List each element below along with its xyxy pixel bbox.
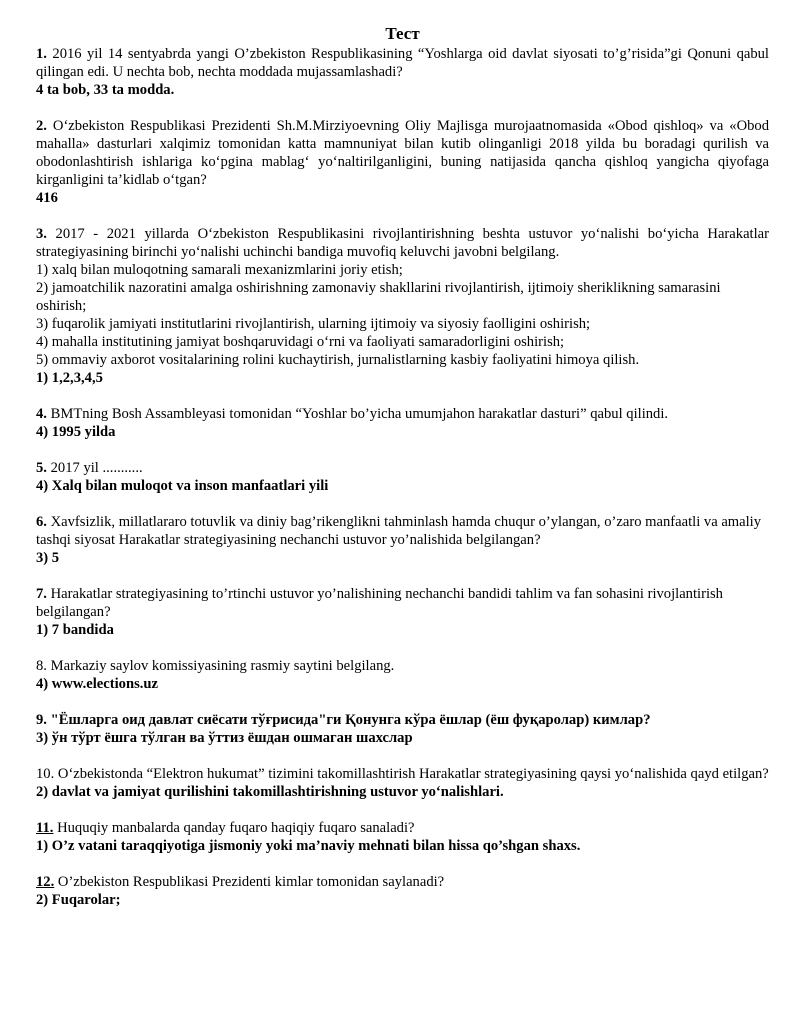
document-title: Тест bbox=[385, 24, 420, 43]
answer: 3) 5 bbox=[36, 550, 60, 566]
question-5 bbox=[36, 459, 769, 495]
question-11 bbox=[36, 819, 769, 855]
question-body: O’zbekiston Respublikasi Prezidenti kimlar tomonidan saylanadi? bbox=[57, 874, 445, 890]
answer: 1) 1,2,3,4,5 bbox=[36, 370, 103, 386]
question-body: O‘zbekiston Respublikasi Prezidenti Sh.M.Mirziyoevning Oliy Majlisga murojaatnomasida «Obod qishloq» va «Obod mahalla» dasturlari xalqimiz tomonidan katta mamnuniyat bilan kutib olinganligi 2018 yilda bu boradagi qurilish va obodonlashtirish ishlariga ko‘pgina mablag‘ yo‘naltirilganligini, buning natijasida qancha qishloq yangicha qiyofaga kirganligini ta’kidlab o‘tgan? bbox=[36, 118, 769, 188]
answer: 4) Xalq bilan muloqot va inson manfaatlari yili bbox=[36, 478, 329, 494]
answer: 3) ўн тўрт ёшга тўлган ва ўттиз ёшдан ошмаган шахслар bbox=[36, 730, 413, 746]
question-body: O‘zbekistonda “Elektron hukumat” tizimini takomillashtirish Harakatlar strategiyasining qaysi yo‘nalishida qayd etilgan? bbox=[57, 766, 769, 782]
option-2: 2) jamoatchilik nazoratini amalga oshirishning zamonaviy shakllarini rivojlantirish, ijtimoiy sheriklikning samarasini oshirish; bbox=[36, 280, 721, 314]
question-7 bbox=[36, 585, 769, 639]
question-12 bbox=[36, 873, 769, 909]
question-text bbox=[36, 819, 769, 837]
question-body: 2017 - 2021 yillarda O‘zbekiston Respublikasini rivojlantirishning beshta ustuvor yo‘nalishi bo‘yicha Harakatlar strategiyasining birinchi yo‘nalishi uchinchi bandiga muvofiq keluvchi javobni belgilang. bbox=[36, 226, 769, 260]
answer: 4 ta bob, 33 ta modda. bbox=[36, 82, 175, 98]
option-1: 1) xalq bilan muloqotning samarali mexanizmlarini joriy etish; bbox=[36, 262, 403, 278]
option-4: 4) mahalla institutining jamiyat boshqaruvidagi o‘rni va faoliyati samaradorligini oshirish; bbox=[36, 334, 565, 350]
answer: 4) www.elections.uz bbox=[36, 676, 159, 692]
question-8 bbox=[36, 657, 769, 693]
question-number: 1. bbox=[36, 46, 47, 62]
question-4 bbox=[36, 405, 769, 441]
question-text bbox=[36, 45, 769, 81]
question-body: Huquqiy manbalarda qanday fuqaro haqiqiy fuqaro sanaladi? bbox=[57, 820, 415, 836]
option-3: 3) fuqarolik jamiyati institutlarini rivojlantirish, ularning ijtimoiy va siyosiy faolligini oshirish; bbox=[36, 316, 591, 332]
question-text bbox=[36, 711, 769, 729]
answer: 2) Fuqarolar; bbox=[36, 892, 121, 908]
test-document bbox=[36, 24, 769, 927]
question-text bbox=[36, 873, 769, 891]
question-number: 9. bbox=[36, 712, 47, 728]
question-number: 6. bbox=[36, 514, 47, 530]
question-number: 4. bbox=[36, 406, 47, 422]
question-body: BMTning Bosh Assambleyasi tomonidan “Yoshlar bo’yicha umumjahon harakatlar dasturi” qabul qilindi. bbox=[50, 406, 669, 422]
question-body: 2016 yil 14 sentyabrda yangi O’zbekiston Respublikasining “Yoshlarga oid davlat siyosati to’g’risida”gi Qonuni qabul qilingan edi. U nechta bob, nechta moddada mujassamlashadi? bbox=[36, 46, 769, 80]
question-text bbox=[36, 585, 769, 621]
answer: 1) 7 bandida bbox=[36, 622, 114, 638]
question-number: 2. bbox=[36, 118, 47, 134]
question-text bbox=[36, 405, 769, 423]
question-number: 12. bbox=[36, 874, 55, 890]
question-body: 2017 yil ........... bbox=[50, 460, 143, 476]
option-5: 5) ommaviy axborot vositalarining rolini kuchaytirish, jurnalistlarning kasbiy faoliyatini himoya qilish. bbox=[36, 352, 640, 368]
question-text bbox=[36, 117, 769, 189]
question-text bbox=[36, 225, 769, 261]
question-number: 7. bbox=[36, 586, 47, 602]
question-text bbox=[36, 657, 769, 675]
question-number: 3. bbox=[36, 226, 47, 242]
answer: 4) 1995 yilda bbox=[36, 424, 116, 440]
question-body: Harakatlar strategiyasining to’rtinchi ustuvor yo’nalishining nechanchi bandidi tahlim va fan sohasini rivojlantirish belgilangan? bbox=[36, 586, 723, 620]
answer: 2) davlat va jamiyat qurilishini takomillashtirishning ustuvor yo‘nalishlari. bbox=[36, 784, 504, 800]
question-text bbox=[36, 459, 769, 477]
question-10 bbox=[36, 765, 769, 801]
question-3 bbox=[36, 225, 769, 387]
answer: 416 bbox=[36, 190, 58, 206]
question-6 bbox=[36, 513, 769, 567]
question-body: "Ёшларга оид давлат сиёсати тўғрисида"ги Қонунга кўра ёшлар (ёш фуқаролар) кимлар? bbox=[50, 712, 651, 728]
question-2 bbox=[36, 117, 769, 207]
question-body: Markaziy saylov komissiyasining rasmiy saytini belgilang. bbox=[50, 658, 395, 674]
question-text bbox=[36, 765, 769, 783]
question-body: Xavfsizlik, millatlararo totuvlik va diniy bag’rikenglikni tahminlash hamda chuqur o’ylangan, o’zaro manfaatli va amaliy tashqi siyosat Harakatlar strategiyasining nechanchi ustuvor yo’nalishida belgilangan? bbox=[36, 514, 762, 548]
question-9 bbox=[36, 711, 769, 747]
question-number: 8. bbox=[36, 658, 47, 674]
question-1 bbox=[36, 45, 769, 99]
question-number: 11. bbox=[36, 820, 54, 836]
question-number: 5. bbox=[36, 460, 47, 476]
question-number: 10. bbox=[36, 766, 55, 782]
question-text bbox=[36, 513, 769, 549]
answer: 1) O’z vatani taraqqiyotiga jismoniy yoki ma’naviy mehnati bilan hissa qo’shgan shaxs. bbox=[36, 838, 581, 854]
